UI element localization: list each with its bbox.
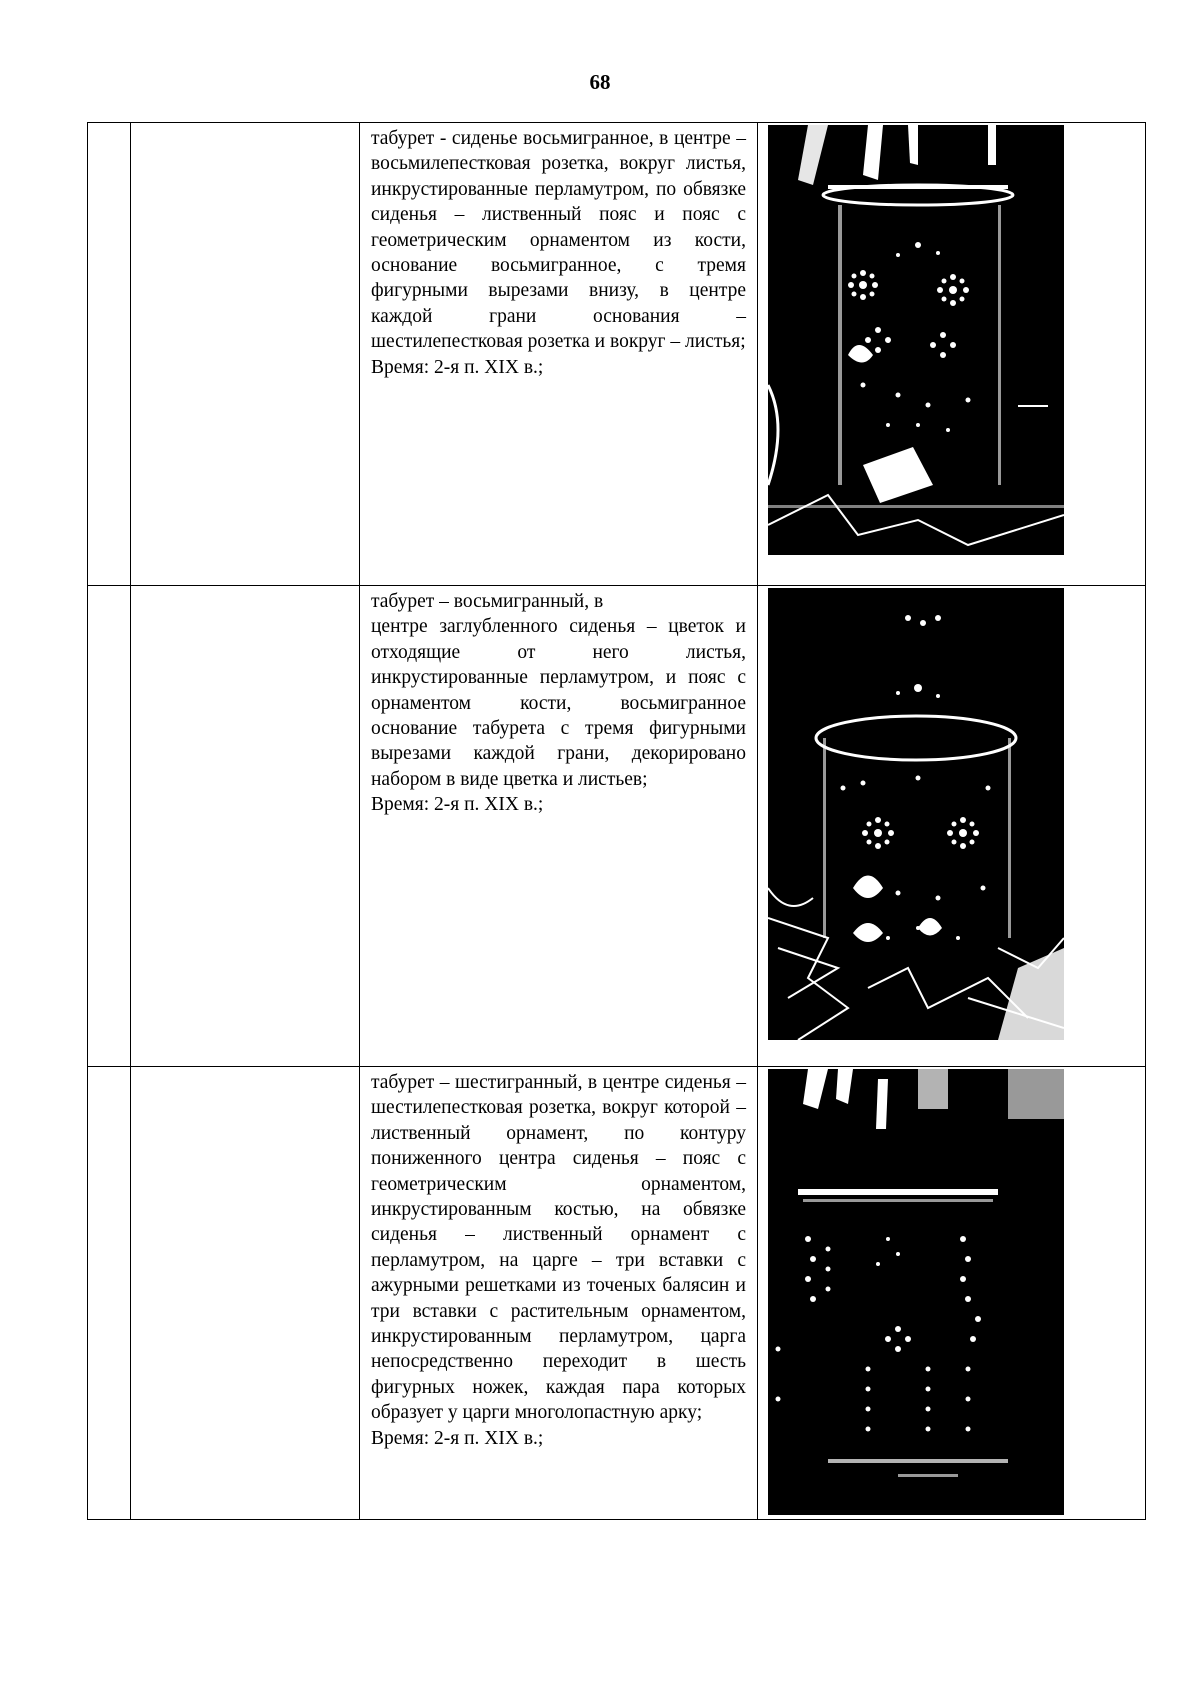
item-description: табурет - сиденье восьмигранное, в центре – восьмилепестковая розетка, вокруг листья, инкрустированные перламутром, по обвязке сиденья – лиственный пояс и пояс с геометрическим орнаментом из кости, основание восьмигранное, с тремя фигурными вырезами внизу, в центре каждой грани основания – шестилепестковая розетка и вокруг – листья; [371,128,746,353]
item-description: табурет – восьмигранный, в центре заглубленного сиденья – цветок и отходящие от него листья, инкрустированные перламутром, и пояс с орнаментом кости, восьмигранное основание табурета с тремя фигурными вырезами каждой грани, декорировано набором в виде цветка и листьев; [371,591,746,790]
description-cell [360,586,758,1067]
name-cell [131,123,360,586]
item-time: Время: 2-я п. XIX в.; [371,794,544,816]
stool-photo [768,588,1064,1040]
index-cell [88,1067,131,1520]
photo-cell [758,586,1146,1067]
name-cell [131,586,360,1067]
name-cell [131,1067,360,1520]
stool-photo [768,1069,1064,1515]
item-time: Время: 2-я п. XIX в.; [371,356,544,378]
table-row [88,123,1146,586]
index-cell [88,123,131,586]
stool-photo [768,125,1064,555]
photo-cell [758,1067,1146,1520]
description-cell [360,123,758,586]
photo-cell [758,123,1146,586]
catalog-table [87,122,1146,1520]
index-cell [88,586,131,1067]
table-row [88,586,1146,1067]
description-cell [360,1067,758,1520]
table-row [88,1067,1146,1520]
item-time: Время: 2-я п. XIX в.; [371,1427,544,1449]
item-description: табурет – шестигранный, в центре сиденья – шестилепестковая розетка, вокруг которой – лиственный орнамент, по контуру пониженного центра сиденья – пояс с геометрическим орнаментом, инкрустированным костью, на обвязке сиденья – лиственный орнамент с перламутром, на царге – три вставки с ажурными решетками из точеных балясин и три вставки с растительным орнаментом, инкрустированным перламутром, царга непосредственно переходит в шесть фигурных ножек, каждая пара которых образует у царги многолопастную арку; [371,1072,746,1424]
page-number: 68 [589,70,611,94]
